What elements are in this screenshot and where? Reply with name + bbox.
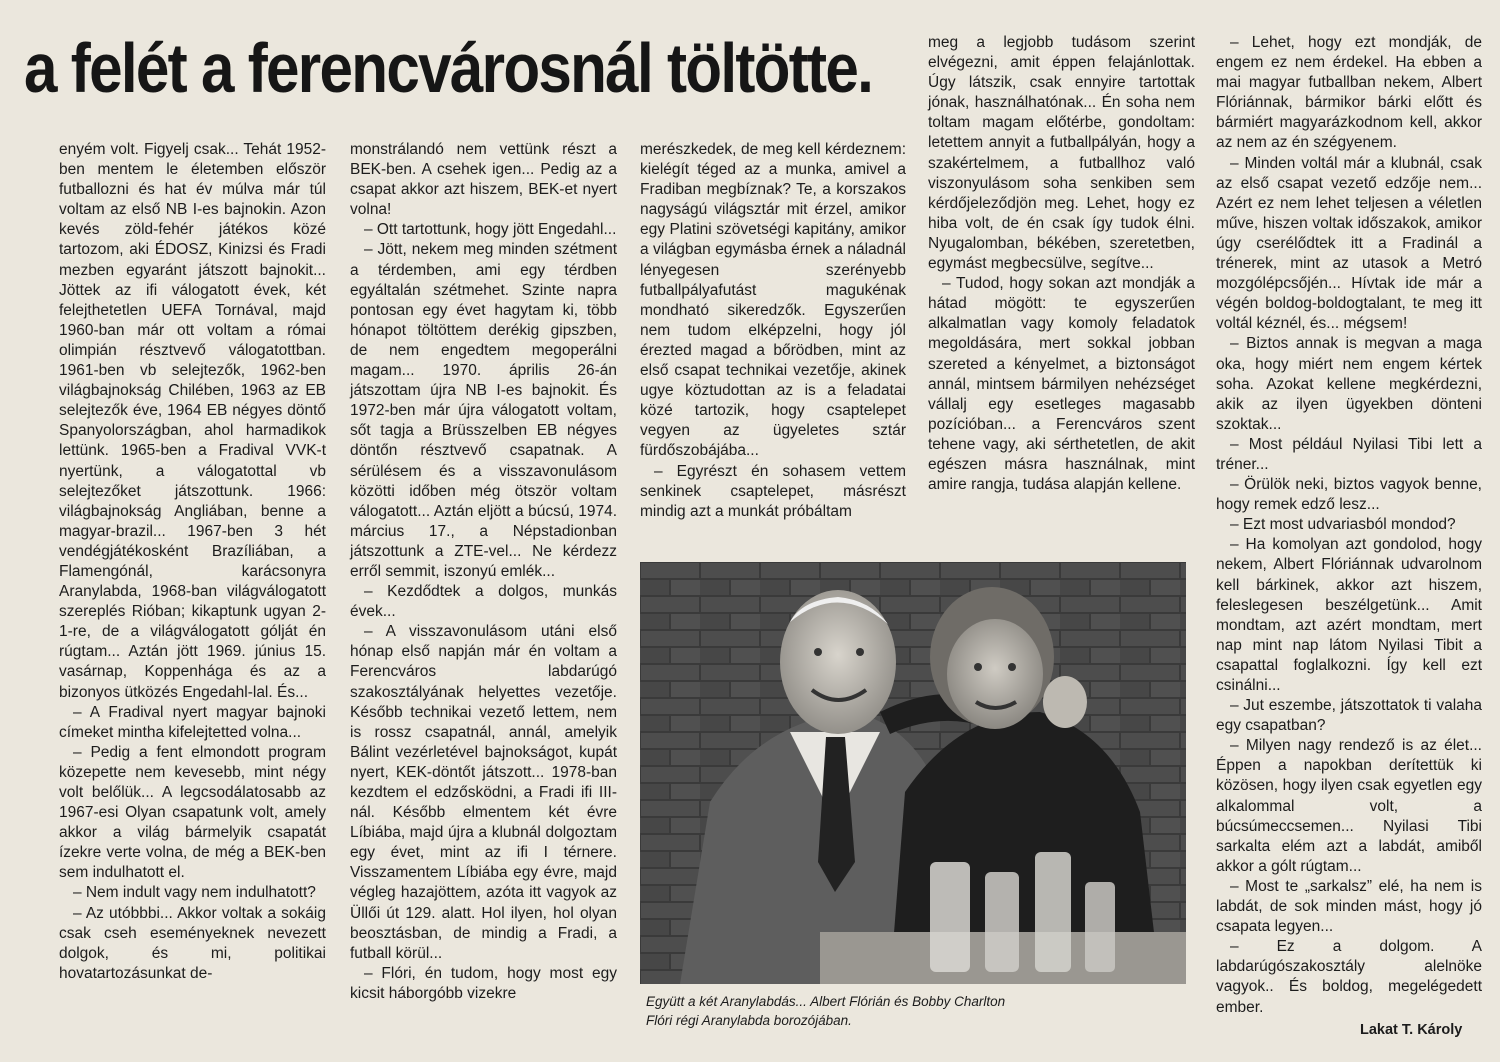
paragraph: – Biztos annak is megvan a maga oka, hogy miért nem engem kértek soha. Azokat kellene megkérdezni, akik az ilyen ügyekben dönteni szoktak... <box>1216 335 1482 433</box>
paragraph: – A Fradival nyert magyar bajnoki címeket mintha kifelejtetted volna... <box>59 703 326 741</box>
article-column-5 <box>1216 33 1482 1018</box>
paragraph: monstrálandó nem vettünk részt a BEK-ben. A csehek igen... Pedig az a csapat akkor azt hiszem, BEK-et nyert volna! <box>350 141 617 219</box>
paragraph: – Kezdődtek a dolgos, munkás évek... <box>350 583 617 621</box>
paragraph: enyém volt. Figyelj csak... Tehát 1952-ben mentem le életemben először futballozni és hat év múlva már túl voltam az első NB I-es bajnokin. Azon kevés zöld-fehér játékos közé tartozom, aki ÉDOSZ, Kinizsi és Fradi mezben egyaránt játszott bajnokit... Jöttek az ifi válogatott évek, két felejthetetlen UEFA Tornával, majd 1960-ban már ott voltam a római olimpián résztvevő válogatottban. 1961-ben vb selejtezők, 1962-ben világbajnokság Chilében, 1963 az EB selejtezők éve, 1964 EB négyes döntő Spanyolországban, ahol harmadikok lettünk. 1965-ben a Fradival VVK-t nyertünk, a válogatottal vb selejtezőket játszottunk. 1966: világbajnokság Angliában, benne a magyar-brazil... 1967-ben 3 hét vendégjátékosként Brazíliában, a Flamengónál, karácsonyra Aranylabda, 1968-ban világválogatott szereplés Rióban; kikaptunk ugyan 2-1-re, de a világválogatott gólját én rúgtam... Aztán jött 1969. június 15. vasárnap, Koppenhága és az a bizonyos ütközés Engedahl-lal. És... <box>59 141 326 701</box>
paragraph: – Pedig a fent elmondott program közepette nem kevesebb, mint négy volt belőlük... A legcsodálatosabb az 1967-esi Olyan csapatunk volt, amely akkor a világ bármelyik csapatát ízekre verte volna, de még a BEK-ben sem indulhatott el. <box>59 743 326 882</box>
article-column-4 <box>928 33 1195 495</box>
paragraph: – Most te „sarkalsz” elé, ha nem is labdát, de sok minden mást, hogy jó csapata legyen... <box>1216 877 1482 936</box>
paragraph: – Ez a dolgom. A labdarúgószakosztály alelnöke vagyok.. És boldog, megelégedett ember. <box>1216 938 1482 1016</box>
caption-line-1: Együtt a két Aranylabdás... Albert Flórián és Bobby Charlton <box>646 994 1006 1009</box>
paragraph: – Ezt most udvariasból mondod? <box>1229 516 1456 534</box>
article-column-1 <box>59 140 326 984</box>
article-column-2 <box>350 140 617 1004</box>
paragraph: – Flóri, én tudom, hogy most egy kicsit háborgóbb vizekre <box>350 964 617 1002</box>
paragraph: – Lehet, hogy ezt mondják, de engem ez nem érdekel. Ha ebben a mai magyar futballban nekem, Albert Flóriánnak, bármikor bárki előtt és bármiért magyarázkodnom kell, akkor az nem az én szégyenem. <box>1216 34 1482 152</box>
paragraph: – Minden voltál már a klubnál, csak az első csapat vezető edzője nem... Azért ez nem lehet teljesen a véletlen műve, hiszen voltak időszakok, amikor úgy cserélődtek itt a Fradinál a trénerek, mint az utasok a Metró mozgólépcsőjén... Hívtak ide már a végén boldog-boldogtalant, te meg itt voltál kéznél, és... mégsem! <box>1216 154 1482 333</box>
photo-albert-charlton <box>640 562 1186 984</box>
paragraph: – Egyrészt én sohasem vettem senkinek csaptelepet, másrészt mindig azt a munkát próbáltam <box>640 462 906 520</box>
paragraph: – Ha komolyan azt gondolod, hogy nekem, Albert Flóriánnak udvarolnom kell bárkinek, akkor azt hiszem, feleslegesen beszélgetünk... Amit mondtam, azt azért mondtam, mert nap mint nap látom Nyilasi Tibit a csapattal foglalkozni. Így kell ezt csinálni... <box>1216 536 1482 694</box>
article-column-3 <box>640 140 906 522</box>
paragraph: – Milyen nagy rendező is az élet... Éppen a napokban derítettük ki közösen, hogy ilyen csak egyetlen egy alkalommal volt, a búcsúmeccsemen... Nyilasi Tibi sarkalta elém azt a labdát, amiből akkor a gólt rúgtam... <box>1216 737 1482 875</box>
author-byline: Lakat T. Károly <box>1360 1022 1463 1038</box>
paragraph: – Nem indult vagy nem indulhatott? <box>72 884 316 902</box>
paragraph: – Most például Nyilasi Tibi lett a tréner... <box>1216 435 1482 473</box>
paragraph: – Jut eszembe, játszottatok ti valaha egy csapatban? <box>1216 697 1482 735</box>
headline: a felét a ferencvárosnál töltötte. <box>24 29 873 107</box>
paragraph: meg a legjobb tudásom szerint elvégezni, amit éppen felajánlottak. Úgy látszik, csak ennyire tartottak jónak, használhatónak... Én soha nem toltam magam előtérbe, gondoltam: letettem annyit a futballpályán, hogy a szakértelmem, a futballhoz való viszonyulásom soha senkiben sem kérdőjeleződjön meg. Lehet, hogy ez hiba volt, de én csak így tudok élni. Nyugalomban, békében, szeretetben, egymást megbecsülve, segítve... <box>928 34 1195 273</box>
paragraph: – Örülök neki, biztos vagyok benne, hogy remek edző lesz... <box>1216 476 1482 514</box>
paragraph: merészkedek, de meg kell kérdeznem: kielégít téged az a munka, amivel a Fradiban megbíznak? Te, a korszakos nagyságú világsztár mit érzel, amikor egy Platini szövetségi kapitány, amikor a világban egymásba érnek a náladnál lényegesen szerényebb futballpályafutást magukénak mondható sikeredzők. Egyszerűen nem tudom elképzelni, hogy jól érezted magad a bőrödben, mint az első csapat technikai vezetője, akinek ugye köztudottan az is a feladatai közé tartozik, hogy csaptelepet vegyen az ügyeletes sztár fürdőszobájába... <box>640 141 906 460</box>
paragraph: – A visszavonulásom utáni első hónap első napján már én voltam a Ferencváros labdarúgó szakosztályának helyettes vezetője. Később technikai vezető lettem, nem is rossz csapatnál, annál, amelyik Bálint vezérletével bajnokságot, kupát nyert, KEK-döntőt játszott... 1978-ban kezdtem el edzősködni, a Fradi ifi III-nál. Később elmentem két évre Líbiába, majd újra a klubnál dolgoztam egy évet, mint az ifi I térnere. Visszamentem Líbiába egy évre, majd végleg hazajöttem, azóta itt vagyok az Üllői út 129. alatt. Hol ilyen, hol olyan beosztásban, de mindig a Fradi, a futball körül... <box>350 623 617 962</box>
paragraph: – Ott tartottunk, hogy jött Engedahl... <box>363 221 617 239</box>
paragraph: – Tudod, hogy sokan azt mondják a hátad mögött: te egyszerűen alkalmatlan vagy komoly feladatok megoldására, mert sokkal jobban szereted a kényelmet, a biztonságot annál, mintsem bármilyen nehézséget vállalj egy esetleges magasabb pozícióban... a Ferencváros szent tehene vagy, aki sérthetetlen, de akit egészen másra használnak, mint amire rangja, tudása alapján kellene. <box>928 275 1195 494</box>
paragraph: – Az utóbbbi... Akkor voltak a sokáig csak cseh eseményeknek nevezett dolgok, és mi, politikai hovatartozásunkat de- <box>59 904 326 982</box>
photo-caption <box>646 992 1186 1030</box>
caption-line-2: Flóri régi Aranylabda borozójában. <box>646 1013 852 1028</box>
paragraph: – Jött, nekem meg minden szétment a térdemben, ami egy térdben egyáltalán szétmehet. Szinte napra pontosan egy évet hagytam ki, több hónapot töltöttem derékig gipszben, de nem engedtem megoperálni magam... 1970. április 26-án játszottam újra NB I-es bajnokit. És 1972-ben már újra válogatott voltam, sőt tagja a Brüsszelben EB négyes döntőn résztvevő csapatnak. A sérülésem és a visszavonulásom közötti időben még ötször voltam válogatott... Aztán eljött a búcsú, 1974. március 17., a Népstadionban játszottunk a ZTE-vel... Ne kérdezz erről semmit, iszonyú emlék... <box>350 241 617 580</box>
